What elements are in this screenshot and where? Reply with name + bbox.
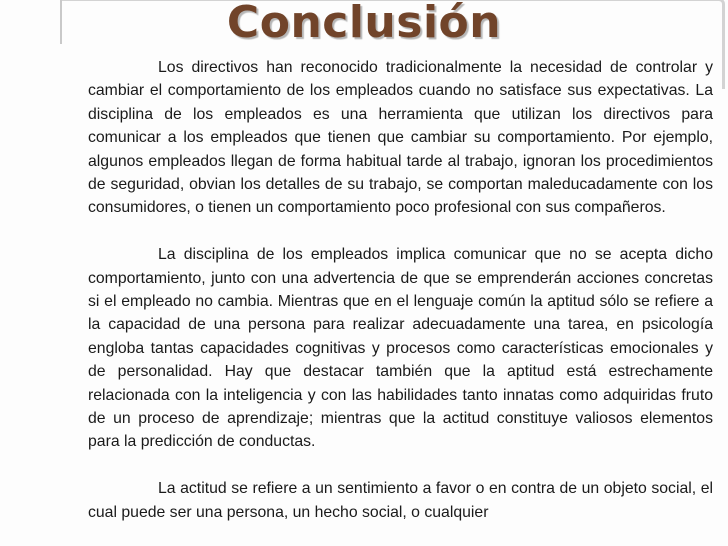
slide-body bbox=[88, 56, 713, 524]
slide-title: Conclusión bbox=[226, 0, 502, 48]
paragraph-3 bbox=[88, 477, 713, 524]
paragraph-3-text: La actitud se refiere a un sentimiento a favor o en contra de un objeto social, el cual puede ser una persona, un hecho social, o cualquier bbox=[88, 480, 713, 521]
paragraph-1 bbox=[88, 56, 713, 220]
paragraph-2-text: La disciplina de los empleados implica comunicar que no se acepta dicho comportamiento, junto con una advertencia de que se emprenderán acciones concretas si el empleado no cambia. Mientras que en el lenguaje común la aptitud sólo se refiere a la capacidad de una persona para realizar adecuadamente una tarea, en psicología engloba tantas capacidades cognitivas y procesos como características emocionales y de personalidad. Hay que destacar también que la aptitud está estrechamente relacionada con la inteligencia y con las habilidades tanto innatas como adquiridas fruto de un proceso de aprendizaje; mientras que la actitud constituye valiosos elementos para la predicción de conductas. bbox=[88, 246, 713, 451]
paragraph-2 bbox=[88, 243, 713, 454]
paragraph-1-text: Los directivos han reconocido tradicionalmente la necesidad de controlar y cambiar el comportamiento de los empleados cuando no satisface sus expectativas. La disciplina de los empleados es una herramienta que utilizan los directivos para comunicar a los empleados que tienen que cambiar su comportamiento. Por ejemplo, algunos empleados llegan de forma habitual tarde al trabajo, ignoran los procedimientos de seguridad, obvian los detalles de su trabajo, se comportan maleducadamente con los consumidores, o tienen un comportamiento poco profesional con sus compañeros. bbox=[88, 59, 713, 217]
